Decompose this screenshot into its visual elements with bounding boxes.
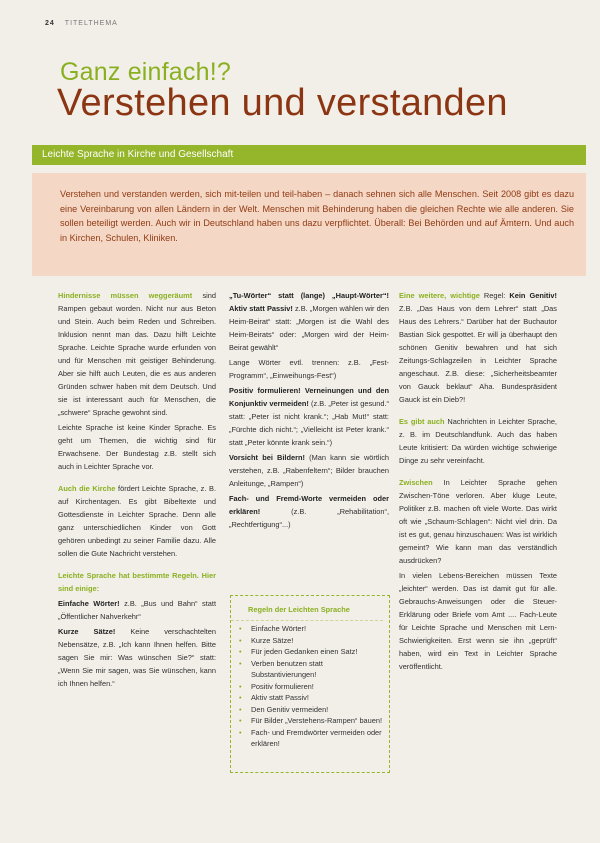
kicker-heading: Ganz einfach!? [60, 58, 231, 86]
subheading: Leichte Sprache hat bestimmte Regeln. Hier sind einige: [58, 571, 216, 593]
paragraph-lead-in: Eine weitere, wichtige [399, 291, 480, 300]
lead-paragraph: Verstehen und verstanden werden, sich mit-teilen und teil-haben – danach sehnen sich alle Menschen. Seit 2008 gibt es dazu eine Vereinbarung von allen Ländern in der Welt. Menschen mit Behinderung haben die gleichen Rechte wie alle anderen. Sie sollen beteiligt werden. Auch wir in Deutschland haben uns dazu verpflichtet. Überall: Bei Behörden und auf Ämtern. Und auch in Kirchen, Schulen, Kliniken. [60, 189, 574, 244]
rule-name: Kein Genitiv! [509, 291, 557, 300]
rule-name: Positiv formulieren! Verneinungen und den Konjunktiv vermeiden! [229, 386, 389, 408]
rules-list-item: • Aktiv statt Passiv! [239, 692, 389, 704]
paragraph-lead-in: Auch die Kirche [58, 484, 116, 493]
rules-list-item: • Positiv formulieren! [239, 681, 389, 693]
paragraph [58, 597, 216, 623]
rules-box [230, 595, 390, 773]
paragraph-text: In Leichter Sprache gehen Zwischen-Töne verloren. Aber kluge Leute, Politiker z.B. machen oft viele Worte. Das wirkt oft wie „Schaum-Schlagen“: Nicht viel drin. Da ist es gut, genau hinzuschauen: Was ist wirklich gemeint? Wie kann man das verständlich ausdrücken? [399, 478, 557, 565]
paragraph-text: (z.B. „Rehabilitation“, „Rechtfertigung“...) [229, 507, 389, 529]
paragraph [229, 289, 389, 354]
paragraph [399, 415, 557, 467]
paragraph-text: z.B. „Morgen wählen wir den Heim-Beirat“ statt: „Morgen ist die Wahl des Heim-Beirats“ oder: „Morgen wird der Heim-Beirat gewählt“ [229, 304, 389, 352]
paragraph-text: z.B. „Bus und Bahn“ statt „Öffentlicher Nahverkehr“ [58, 599, 216, 621]
rules-list-item: • Für jeden Gedanken einen Satz! [239, 646, 389, 658]
rules-list-item: • Den Genitiv vermeiden! [239, 704, 389, 716]
paragraph-text: Z.B. „Das Haus von dem Lehrer“ statt „Das Haus des Lehrers.“ Darüber hat der Buchautor Bastian Sick gespottet. Er will ja überhaupt den schönen Genitiv bewahren und hat sich Zeitungs-Schlagzeilen in Leichter Sprache angeschaut. Z.B. diese: „Sicherheitsbeamter von Gauck beklaut“ Aha. Bundespräsident Gauck ist ein Dieb?! [399, 304, 557, 404]
page-number: 24 [45, 20, 55, 27]
rule-name: Vorsicht bei Bildern! [229, 453, 305, 462]
paragraph [229, 492, 389, 531]
page-title: Verstehen und verstanden [57, 82, 508, 124]
rule-name: Kurze Sätze! [58, 627, 116, 636]
paragraph-text: (Man kann sie wörtlich verstehen, z.B. „Rabenfeltern“; Bilder brauchen Anleitunge, „Rampen“) [229, 453, 390, 488]
rules-list-item: • Für Bilder „Verstehens-Rampen“ bauen! [239, 715, 389, 727]
rules-list-item: • Einfache Wörter! [239, 623, 389, 635]
paragraph: Lange Wörter evtl. trennen: z.B. „Fest-Programm“, „Einweihungs-Fest“) [229, 358, 389, 380]
rules-list-item: • Fach- und Fremdwörter vermeiden oder erklären! [239, 727, 389, 750]
paragraph [399, 476, 557, 567]
paragraph: Leichte Sprache ist keine Kinder Sprache. Es geht um Themen, die wichtig sind für Erwachsene. Der Bundestag z.B. stellt sich auch in Leichter Sprache vor. [58, 423, 216, 471]
paragraph [58, 289, 216, 419]
paragraph [58, 482, 216, 560]
divider [231, 620, 383, 621]
column-2 [229, 289, 389, 533]
subtitle-bar: Leichte Sprache in Kirche und Gesellschaft [32, 145, 586, 165]
rules-list [231, 623, 389, 750]
paragraph [58, 625, 216, 690]
paragraph-lead-in: Zwischen [399, 478, 433, 487]
paragraph-text: Keine verschachtelten Nebensätze, z.B. „Ich kann Ihnen helfen. Bitte sagen Sie mir: Was wünschen Sie?“ statt: „Wenn Sie mir sagen, was Sie wünschen, kann ich Ihnen helfen.“ [58, 627, 216, 688]
paragraph-text: Nachrichten in Leichter Sprache, z. B. im Deutschlandfunk. Auch das haben Leute kritisiert: Da würden wichtige schwierige Dinge zu sehr vereinfacht. [399, 417, 557, 465]
section-label: TITELTHEMA [64, 20, 118, 27]
rule-name: Einfache Wörter! [58, 599, 120, 608]
rules-title: Regeln der Leichten Sprache [248, 605, 350, 614]
paragraph-text: fördert Leichte Sprache, z. B. auf Kirchentagen. Es gibt Bibeltexte und Gottesdienste in Leichter Sprache. Denn alle ganz unterschiedlichen Kinder von Gott gehören unbedingt zu seiner Familie dazu. Alle sollen die Gute Nachricht verstehen. [58, 484, 217, 558]
rule-name: Fach- und Fremd-Worte vermeiden oder erklären! [229, 494, 389, 516]
paragraph-text: sind Rampen gebaut worden. Nicht nur aus Beton und Stein. Auch beim Reden und Schreiben. Inklusion nennt man das. Dazu hilft Leichte Sprache. Leichte Sprache wurde erfunden von und für Menschen mit geistiger Behinderung. Aber sie hilft auch Leuten, die es aus anderen Gründen schwer haben mit dem Deutsch. Und sie ist interessant auch für Menschen, die „schwere“ Sprache gewohnt sind. [58, 291, 216, 417]
paragraph-text: Regel: [479, 291, 510, 300]
paragraph-text: (z.B. „Peter ist gesund.“ statt: „Peter ist nicht krank.“; „Hab Mut!“ statt: „Fürchte dich nicht.“; „Vielleicht ist Peter krank.“ statt „Peter könnte krank sein.“) [229, 399, 390, 447]
rules-list-item: • Kurze Sätze! [239, 635, 389, 647]
paragraph-lead-in: Es gibt auch [399, 417, 445, 426]
column-1 [58, 289, 216, 692]
paragraph-lead-in: Hindernisse müssen weggeräumt [58, 291, 193, 300]
paragraph [399, 289, 557, 406]
paragraph [229, 451, 389, 490]
column-3 [399, 289, 557, 675]
rules-list-item: • Verben benutzen statt Substantivierungen! [239, 658, 389, 681]
paragraph [229, 384, 389, 449]
page-header [45, 20, 118, 27]
paragraph: In vielen Lebens-Bereichen müssen Texte „leichter“ werden. Das ist damit gut für alle. Gebrauchs-Anweisungen oder die Steuer-Erklärung oder Briefe vom Amt .... Fach-Leute für Leichte Sprache und Menschen mit Lern-Schwierigkeiten. Erst wenn sie ihn „geprüft“ haben, wird ein Text in Leichter Sprache veröffentlicht. [399, 571, 557, 671]
rule-name: „Tu-Wörter“ statt (lange) „Haupt-Wörter“! Aktiv statt Passiv! [229, 291, 389, 313]
